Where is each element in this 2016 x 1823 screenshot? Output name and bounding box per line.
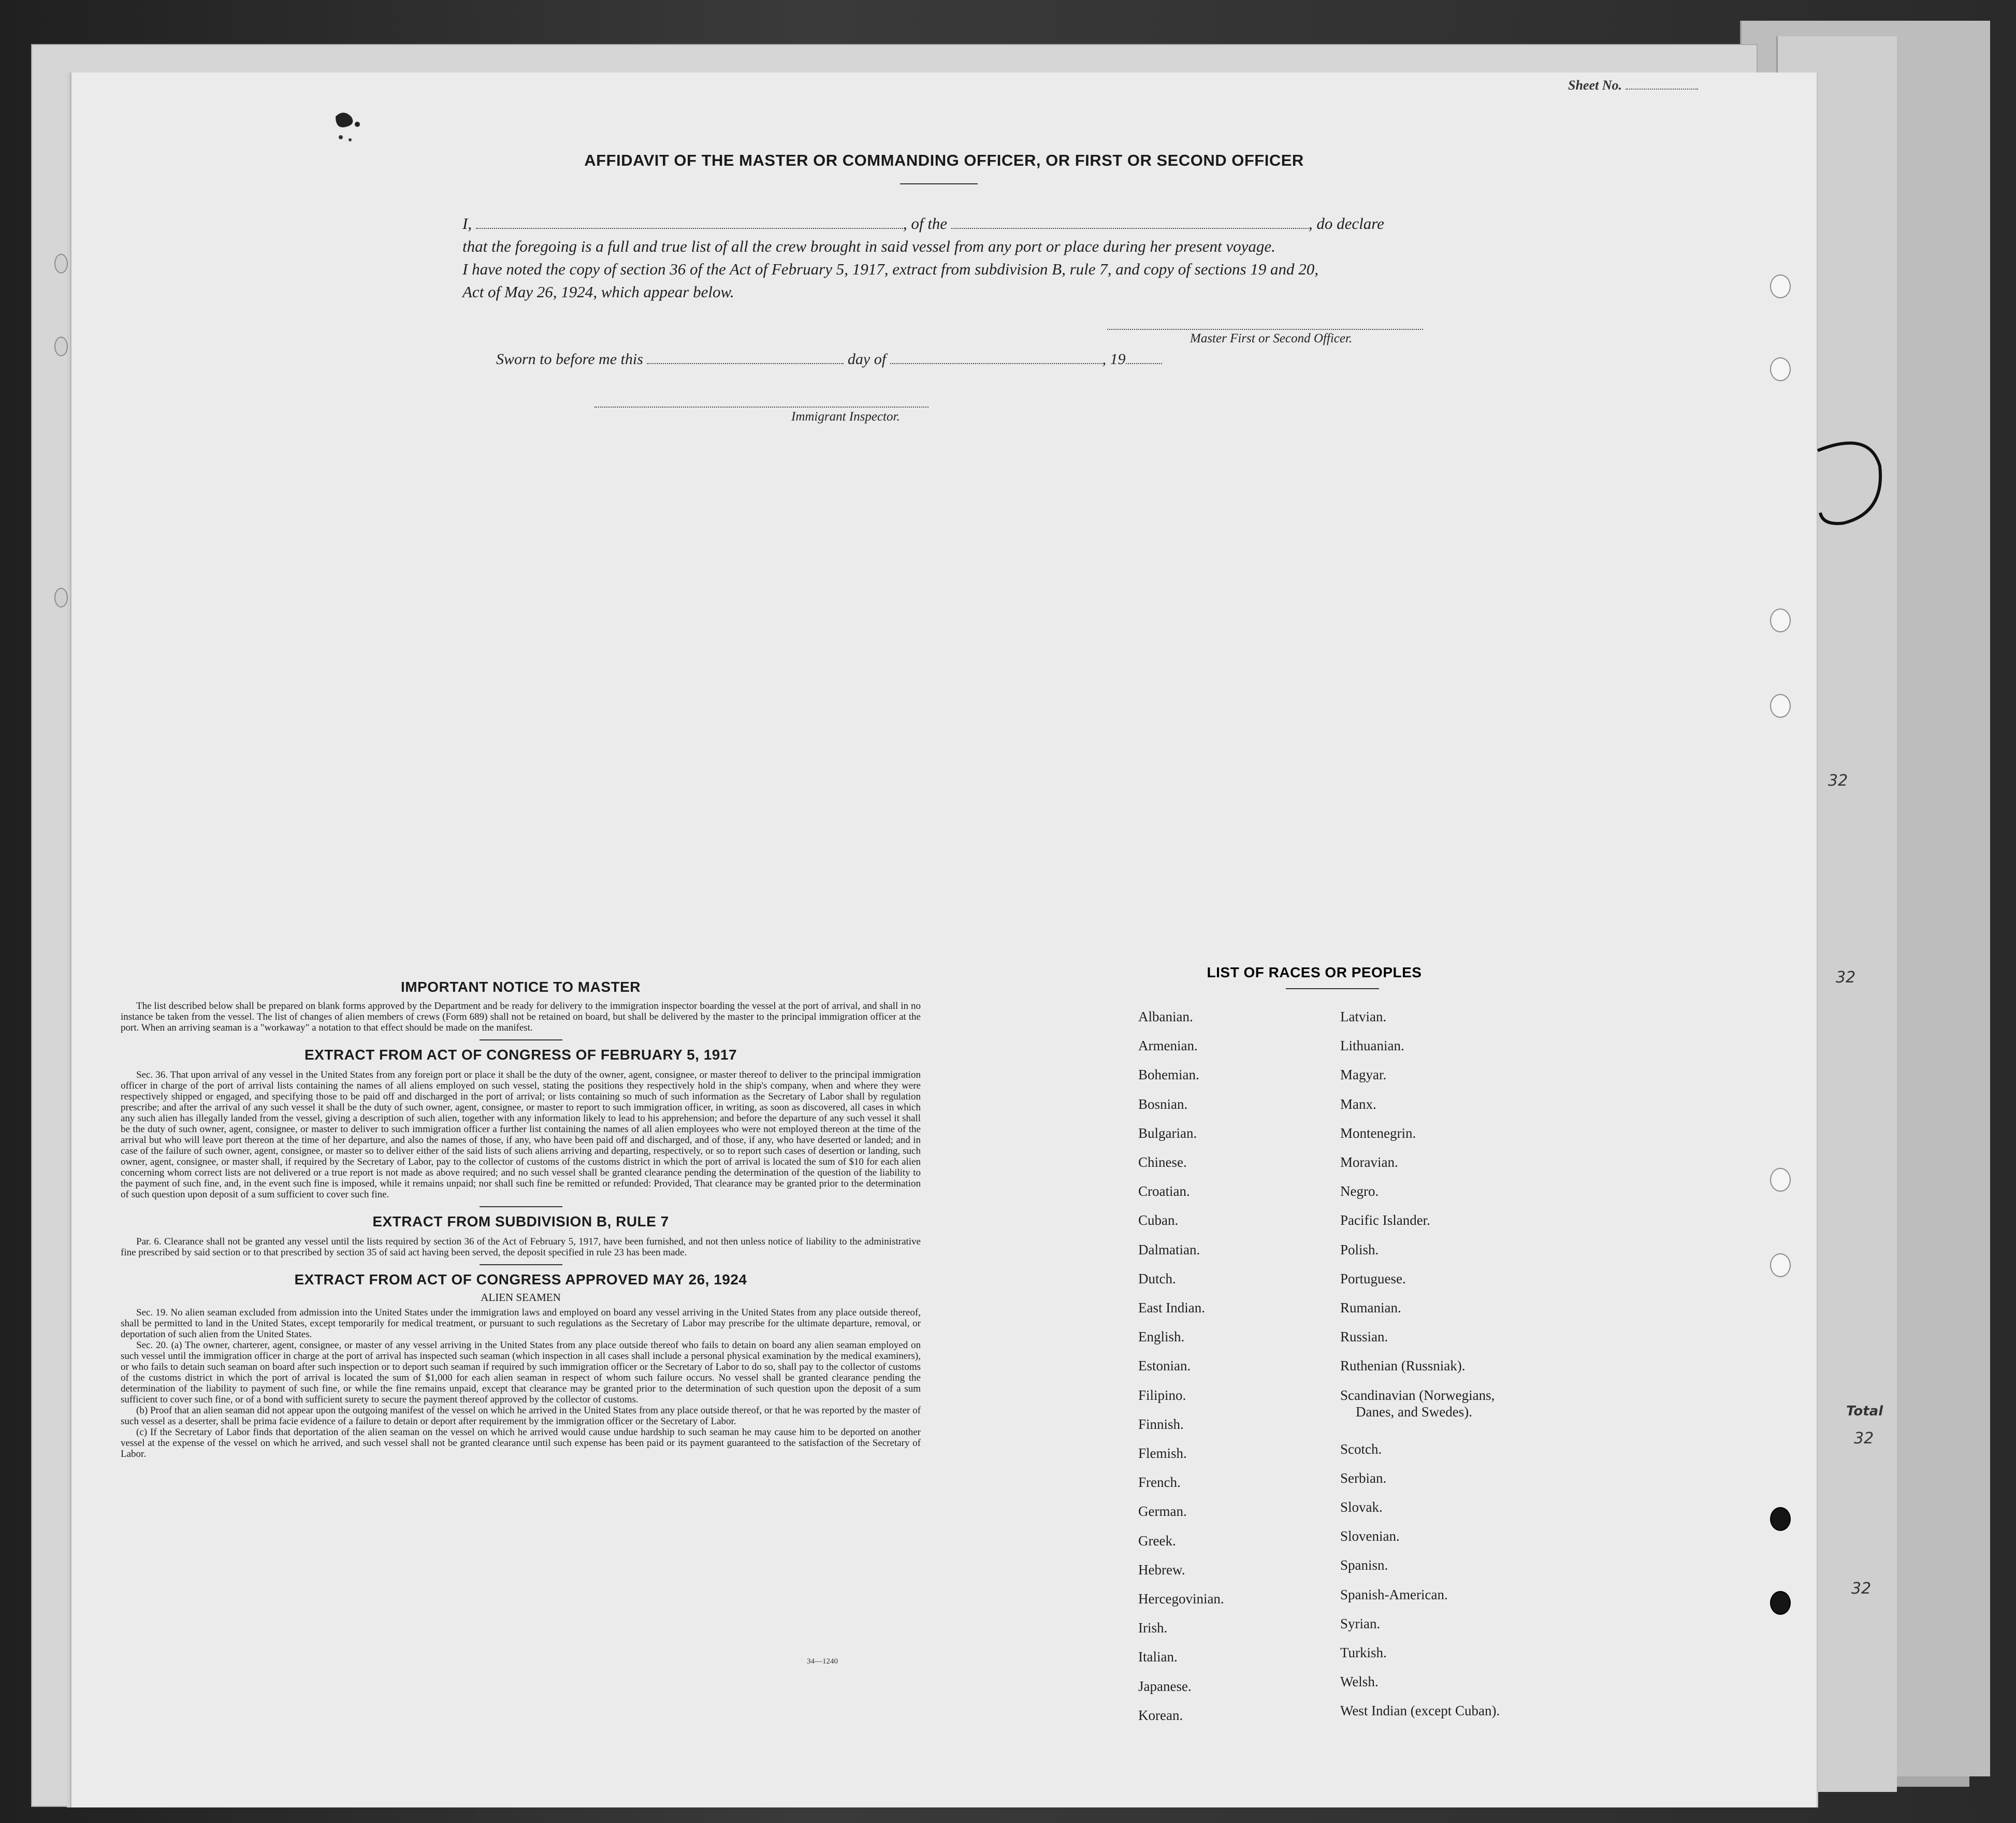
race-item: Scandinavian (Norwegians, (1340, 1387, 1495, 1403)
divider (1286, 988, 1379, 989)
race-item: Dutch. (1138, 1270, 1176, 1286)
notice-section (121, 979, 921, 1459)
race-item: Croatian. (1138, 1183, 1190, 1199)
race-item: Armenian. (1138, 1038, 1198, 1054)
sworn-statement: Sworn to before me this day of , 19 (496, 350, 1162, 368)
form-reference: 34—1240 (807, 1657, 838, 1666)
race-item: Bohemian. (1138, 1067, 1199, 1083)
race-item: Bosnian. (1138, 1096, 1188, 1112)
divider (480, 1039, 562, 1040)
race-item: East Indian. (1138, 1300, 1205, 1315)
divider (900, 183, 978, 184)
sworn-day-field (647, 350, 844, 364)
race-item: Montenegrin. (1340, 1125, 1416, 1141)
punch-hole (1770, 694, 1791, 718)
race-item: Welsh. (1340, 1674, 1379, 1690)
sheet-number: Sheet No. (1568, 78, 1698, 93)
underlying-count: 32 (1851, 1580, 1872, 1598)
inspector-label: Immigrant Inspector. (791, 410, 900, 424)
sec19-body: Sec. 19. No alien seaman excluded from admission into the United States under the immigration laws and employed on board any vessel arriving in the United States from any place outside thereof, shall be permitted to land in the United States, except temporarily for medical treatment, or pursuant to such regulations as the Secretary of Labor may prescribe for the ultimate departure, removal, or deportation of such alien from the United States. (121, 1307, 921, 1340)
race-item: Greek. (1138, 1532, 1176, 1549)
race-item: French. (1138, 1474, 1181, 1491)
name-field (476, 214, 903, 229)
race-item: Polish. (1340, 1241, 1379, 1257)
race-item: Spanisn. (1340, 1557, 1388, 1573)
race-item: Japanese. (1138, 1678, 1192, 1694)
sec20a-body: Sec. 20. (a) The owner, charterer, agent, consignee, or master of any vessel arriving in the United States from any place outside thereof who fails to detain on board any alien seaman employed on such vessel until the immigration officer in charge at the port of arrival has inspected such seaman (which inspection in all cases shall include a personal physical examination by the medical examiners), or who fails to detain such seaman on board after such inspection or to deport such seaman if required by such immigration officer or the Secretary of Labor to do so, shall pay to the collector of customs of the customs district in which the port of arrival is located the sum of $1,000 for each alien seaman in respect of whom such failure occurs. No vessel shall be granted clearance pending the determination of the liability to payment of such fine, or while the fine remains unpaid, except that clearance may be granted prior to the determination of such question upon the deposit of a sum sufficient to cover such fine, or of a bond with sufficient surety to secure the payment thereof approved by the collector of customs. (121, 1340, 921, 1405)
race-item: Russian. (1340, 1329, 1388, 1345)
race-item: Cuban. (1138, 1212, 1179, 1228)
signature-line (1107, 329, 1423, 330)
race-item: Bulgarian. (1138, 1125, 1197, 1141)
race-item: Slovak. (1340, 1499, 1383, 1515)
race-item: Spanish-American. (1340, 1586, 1448, 1602)
race-item: Italian. (1138, 1649, 1178, 1665)
sworn-month-field (890, 350, 1103, 364)
race-item: West Indian (except Cuban). (1340, 1703, 1500, 1719)
punch-hole (1770, 609, 1791, 632)
underlying-count: 32 (1828, 772, 1848, 790)
underlying-total-label: Total (1846, 1404, 1883, 1419)
notice-title: IMPORTANT NOTICE TO MASTER (400, 979, 641, 995)
sec20b-body: (b) Proof that an alien seaman did not appear upon the outgoing manifest of the vessel on which he arrived in the United States from any place outside thereof, or that he was reported by the master of such vessel as a deserter, shall be prima facie evidence of a failure to detain or deport after requirement by the immigration officer or the Secretary of Labor. (121, 1405, 921, 1427)
declaration-line: that the foregoing is a full and true list of all the crew brought in said vessel from any port or place during her present voyage. (462, 237, 1275, 255)
race-item: Albanian. (1138, 1009, 1193, 1024)
extract-rule7-title: EXTRACT FROM SUBDIVISION B, RULE 7 (372, 1213, 669, 1229)
punch-hole (1770, 1507, 1791, 1531)
race-item: Danes, and Swedes). (1356, 1404, 1472, 1420)
race-item: Dalmatian. (1138, 1241, 1200, 1257)
affidavit-title: AFFIDAVIT OF THE MASTER OR COMMANDING OFFICER, OR FIRST OR SECOND OFFICER (584, 151, 1304, 169)
punch-hole (1770, 1253, 1791, 1277)
sworn-year-field (1126, 350, 1162, 364)
extract-rule7-body: Par. 6. Clearance shall not be granted any vessel until the lists required by section 36 of the Act of February 5, 1917, have been furnished, and not then unless notice of liability to the administrative fine prescribed by said section or to that prescribed by section 35 of said act having been served, the deposit specified in rule 23 has been made. (121, 1236, 921, 1258)
races-title: LIST OF RACES OR PEOPLES (1207, 964, 1422, 980)
ring-hole (54, 337, 68, 356)
race-item: Hebrew. (1138, 1561, 1185, 1578)
punch-hole (1770, 274, 1791, 298)
punch-hole (1770, 1591, 1791, 1615)
signature-label: Master First or Second Officer. (1190, 331, 1353, 345)
race-item: Manx. (1340, 1096, 1376, 1112)
extract-1917-title: EXTRACT FROM ACT OF CONGRESS OF FEBRUARY 5, 1917 (304, 1047, 737, 1063)
race-item: Negro. (1340, 1183, 1379, 1199)
ink-blot-icon (325, 106, 372, 148)
race-item: Pacific Islander. (1340, 1212, 1430, 1228)
race-item: Flemish. (1138, 1445, 1187, 1461)
race-item: German. (1138, 1503, 1187, 1520)
extract-1917-body: Sec. 36. That upon arrival of any vessel in the United States from any foreign port or place it shall be the duty of the owner, agent, consignee, or master thereof to deliver to the principal immigration officer in charge of the port of arrival lists containing the names of all aliens employed on such vessel, stating the positions they respectively hold in the ship's company, when and where they were respectively shipped or engaged, and specifying those to be paid off and discharged in the port of arrival; or lists containing so much of such information as the Secretary of Labor shall by regulation prescribe; and after the arrival of any such vessel it shall be the duty of such owner, agent, consignee, or master to report to such immigration officer, in writing, as soon as discovered, all cases in which any such alien has illegally landed from the vessel, giving a description of such alien, together with any information likely to lead to his apprehension; and before the departure of any such vessel it shall be the duty of such owner, agent, consignee, or master to deliver to such immigration officer a further list containing the names of all alien employees who were not employed thereon at the time of the arrival but who will leave port thereon at the time of her departure, and also the names of those, if any, who have been paid off and discharged, and of those, if any, who have deserted or landed; and in case of the failure of such owner, agent, consignee, or master so to deliver either of the said lists of such aliens arriving and departing, respectively, or so to report such cases of desertion or landing, such owner, agent, consignee, or master shall, if required by the Secretary of Labor, pay to the collector of customs of the customs district in which the port of arrival is located the sum of $10 for each alien concerning whom correct lists are not delivered or a true report is not made as above required; and no such vessel shall be granted clearance pending the determination of the question of the liability to the payment of such fine, and, in the event such fine is imposed, while it remains unpaid; nor shall such fine be remitted or refunded: Provided, That clearance may be granted prior to the determination of such question upon deposit of a sum sufficient to cover such fine. (121, 1069, 921, 1200)
race-item: Chinese. (1138, 1154, 1187, 1170)
divider (480, 1264, 562, 1265)
manifest-page (70, 73, 1818, 1807)
divider (480, 1206, 562, 1207)
race-item: Portuguese. (1340, 1270, 1406, 1286)
extract-1924-title: EXTRACT FROM ACT OF CONGRESS APPROVED MAY 26, 1924 (294, 1271, 747, 1287)
race-item: Latvian. (1340, 1009, 1387, 1024)
affidavit-declaration: I, , of the , do declare that the foregoing is a full and true list of all the crew brought in said vessel from any port or place during her present voyage. I have noted the copy of section 36 of the Act of February 5, 1917, extract from subdivision B, rule 7, and copy of sections 19 and 20, Act of May 26, 1924, which appear below. (462, 212, 1509, 303)
race-item: Scotch. (1340, 1441, 1382, 1457)
race-item: Hercegovinian. (1138, 1591, 1224, 1607)
declaration-line: Act of May 26, 1924, which appear below. (462, 283, 734, 301)
race-item: Lithuanian. (1340, 1038, 1404, 1054)
race-item: Magyar. (1340, 1067, 1387, 1083)
race-item: Rumanian. (1340, 1300, 1401, 1315)
race-item: Turkish. (1340, 1645, 1387, 1660)
race-item: Serbian. (1340, 1470, 1387, 1486)
extract-1924-subtitle: ALIEN SEAMEN (481, 1291, 561, 1304)
pencil-loop-mark (1812, 435, 1895, 539)
underlying-total: 32 (1854, 1429, 1874, 1448)
race-item: Syrian. (1340, 1615, 1381, 1631)
race-item: Korean. (1138, 1707, 1183, 1723)
race-item: Estonian. (1138, 1358, 1191, 1374)
race-item: Slovenian. (1340, 1528, 1400, 1544)
vessel-field (951, 214, 1309, 229)
race-item: Ruthenian (Russniak). (1340, 1358, 1466, 1374)
sec20c-body: (c) If the Secretary of Labor finds that deportation of the alien seaman on the vessel on which he arrived would cause undue hardship to such seaman he may cause him to be deported on another vessel at the expense of the vessel on which he arrived, and such vessel shall not be granted clearance until such expense has been paid or its payment guaranteed to the satisfaction of the Secretary of Labor. (121, 1427, 921, 1459)
notice-body: The list described below shall be prepared on blank forms approved by the Department and be ready for delivery to the immigration inspector boarding the vessel at the port of arrival, and shall in no instance be taken from the vessel. The list of changes of alien members of crews (Form 689) shall not be retained on board, but shall be delivered by the master to the principal immigration officer at the port. When an arriving seaman is a "workaway" a notation to that effect should be made on the manifest. (121, 1001, 921, 1033)
declaration-line: I have noted the copy of section 36 of the Act of February 5, 1917, extract from subdivision B, rule 7, and copy of sections 19 and 20, (462, 260, 1319, 278)
punch-hole (1770, 1168, 1791, 1192)
underlying-count: 32 (1836, 968, 1856, 987)
inspector-signature-line (594, 407, 929, 408)
race-item: English. (1138, 1329, 1185, 1345)
race-item: Irish. (1138, 1620, 1168, 1636)
ring-hole (54, 588, 68, 607)
race-item: Filipino. (1138, 1387, 1186, 1403)
punch-hole (1770, 357, 1791, 381)
race-item: Moravian. (1340, 1154, 1398, 1170)
ring-hole (54, 254, 68, 273)
race-item: Finnish. (1138, 1416, 1184, 1432)
